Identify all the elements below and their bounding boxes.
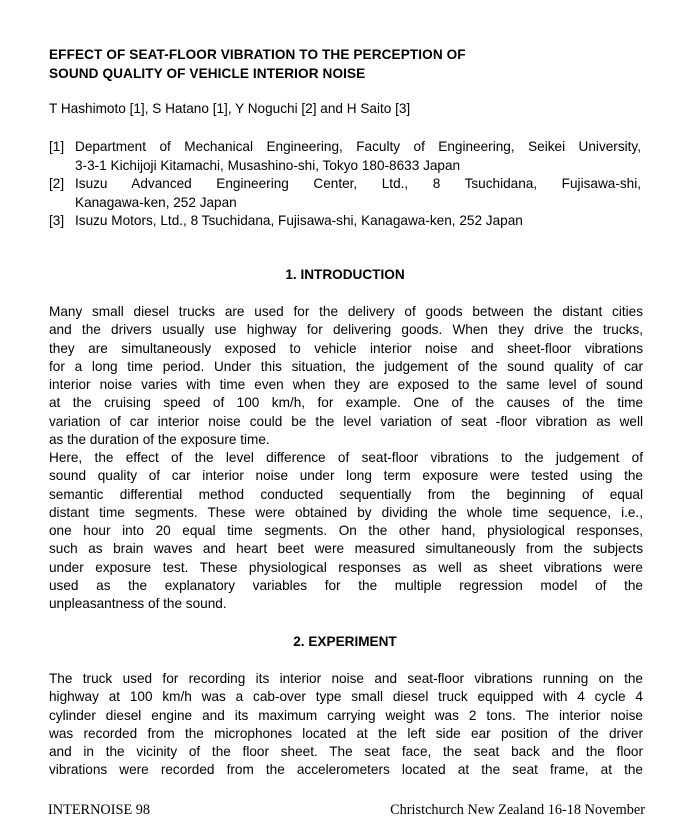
text-line: interior noise varies with time even when they are exposed to the same level of sound	[49, 377, 643, 392]
section-heading-experiment: 2. EXPERIMENT	[293, 634, 397, 649]
affiliation-text: Isuzu Advanced Engineering Center, Ltd., 8 Tsuchidana, Fujisawa-shi,	[75, 176, 641, 191]
footer-conference: INTERNOISE 98	[48, 802, 151, 818]
text-line: such as brain waves and heart beet were measured simultaneously from the subjects	[49, 541, 643, 557]
text-line: sound quality of car interior noise under long term exposure were tested using the	[49, 468, 643, 484]
affiliation-text: Kanagawa-ken, 252 Japan	[75, 194, 237, 210]
text-line: variation of car interior noise could be the level variation of seat -floor vibration as well	[49, 413, 643, 429]
text-line: was recorded from the microphones located at the left side ear position of the driver	[49, 725, 643, 741]
experiment-body	[49, 670, 643, 780]
affiliation-text: 3-3-1 Kichijoji Kitamachi, Musashino-shi, Tokyo 180-8633 Japan	[75, 157, 461, 173]
text-line: Many small diesel trucks are used for the delivery of goods between the distant cities	[49, 304, 643, 319]
affiliation-2	[49, 175, 641, 212]
text-line: cylinder diesel engine and its maximum carrying weight was 2 tons. The interior noise	[49, 707, 643, 723]
section-heading-introduction: 1. INTRODUCTION	[285, 267, 405, 282]
text-line: and the drivers usually use highway for delivering goods. When they drive the trucks,	[49, 322, 643, 338]
affiliation-text: Department of Mechanical Engineering, Faculty of Engineering, Seikei University,	[75, 139, 641, 154]
affiliation-1	[49, 138, 641, 175]
affiliation-number: [2]	[49, 176, 65, 191]
affiliation-number: [3]	[49, 213, 65, 228]
author-list: T Hashimoto [1], S Hatano [1], Y Noguchi [2] and H Saito [3]	[49, 101, 411, 116]
text-line: under exposure test. These physiological responses as well as sheet vibrations were	[49, 559, 643, 575]
affiliation-text: Isuzu Motors, Ltd., 8 Tsuchidana, Fujisawa-shi, Kanagawa-ken, 252 Japan	[75, 213, 523, 228]
text-line: The truck used for recording its interior noise and seat-floor vibrations running on the	[49, 671, 643, 686]
footer-location-date: Christchurch New Zealand 16-18 November	[390, 802, 645, 818]
text-line: Here, the effect of the level difference of seat-floor vibrations to the judgement of	[49, 450, 643, 465]
title-line-2: SOUND QUALITY OF VEHICLE INTERIOR NOISE	[49, 66, 366, 81]
text-line: and in the vicinity of the floor sheet. The seat face, the seat back and the floor	[49, 744, 643, 759]
affiliation-list	[49, 138, 641, 231]
title-line-1: EFFECT OF SEAT-FLOOR VIBRATION TO THE PERCEPTION OF	[49, 47, 466, 62]
text-line: semantic differential method conducted sequentially from the beginning of equal	[49, 486, 643, 502]
text-line: vibrations were recorded from the accelerometers located at the seat frame, at the	[49, 762, 643, 778]
text-line: highway at 100 km/h was a cab-over type small diesel truck equipped with 4 cycle 4	[49, 689, 643, 705]
text-line: for a long time period. Under this situation, the judgement of the sound quality of car	[49, 358, 643, 374]
introduction-body	[49, 303, 643, 613]
affiliation-number: [1]	[49, 139, 65, 154]
text-line: they are simultaneously exposed to vehicle interior noise and sheet-floor vibrations	[49, 340, 643, 356]
paper-title	[49, 45, 649, 83]
affiliation-3	[49, 212, 641, 231]
text-line: distant time segments. These were obtained by dividing the whole time sequence, i.e.,	[49, 504, 643, 520]
text-line: used as the explanatory variables for the multiple regression model of the	[49, 577, 643, 593]
text-line: unpleasantness of the sound.	[49, 596, 227, 611]
text-line: at the cruising speed of 100 km/h, for example. One of the causes of the time	[49, 395, 643, 411]
text-line: as the duration of the exposure time.	[49, 431, 270, 447]
text-line: one hour into 20 equal time segments. On the other hand, physiological responses,	[49, 523, 643, 538]
